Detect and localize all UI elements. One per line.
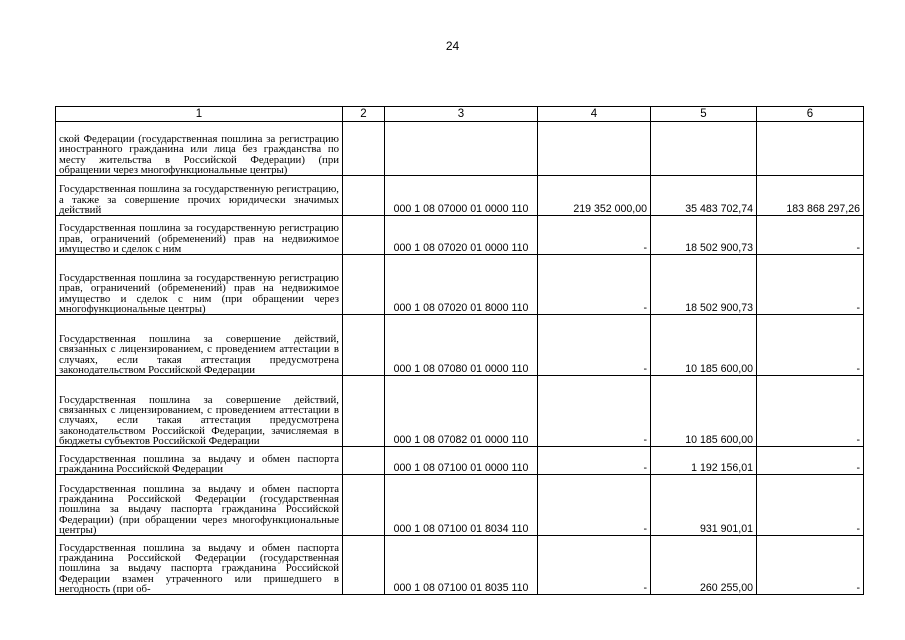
row-plan: - [538,255,651,315]
table-row [56,122,864,176]
row-col2 [343,475,385,536]
table-row [56,255,864,315]
row-code: 000 1 08 07000 01 0000 110 [385,176,538,216]
row-col2 [343,536,385,595]
row-remaining: - [757,447,864,475]
row-code: 000 1 08 07020 01 0000 110 [385,216,538,255]
row-remaining: - [757,536,864,595]
row-code: 000 1 08 07082 01 0000 110 [385,376,538,447]
table-row [56,216,864,255]
row-name: ской Федерации (государственная пошлина за регистрацию иностранного гражданина или лица без гражданства по месту жительства в Российской Федерации) (при обращении через многофункциональные центры) [56,122,343,176]
row-remaining: - [757,315,864,376]
row-fact [651,122,757,176]
row-name: Государственная пошлина за совершение действий, связанных с лицензированием, с проведением аттестации в случаях, если такая аттестация предусмотрена законодательством Российской Федерации [56,315,343,376]
row-plan: - [538,536,651,595]
row-code: 000 1 08 07100 01 8035 110 [385,536,538,595]
row-col2 [343,216,385,255]
table-header-row [56,107,864,122]
row-fact: 35 483 702,74 [651,176,757,216]
row-name: Государственная пошлина за совершение действий, связанных с лицензированием, с проведением аттестации в случаях, если такая аттестация предусмотрена законодательством Российской Федерации, зачисляемая в бюджеты субъектов Российской Федерации [56,376,343,447]
row-fact: 10 185 600,00 [651,315,757,376]
row-remaining: - [757,475,864,536]
page-number: 24 [445,39,460,53]
column-header-name: 1 [56,107,343,122]
row-remaining: - [757,255,864,315]
column-header-fact: 5 [651,107,757,122]
row-plan: - [538,315,651,376]
row-name: Государственная пошлина за выдачу и обмен паспорта гражданина Российской Федерации [56,447,343,475]
row-code: 000 1 08 07100 01 0000 110 [385,447,538,475]
row-plan: - [538,216,651,255]
row-plan: 219 352 000,00 [538,176,651,216]
table-row [56,447,864,475]
row-name: Государственная пошлина за государственную регистрацию прав, ограничений (обременений) прав на недвижимое имущество и сделок с ним [56,216,343,255]
row-remaining: - [757,376,864,447]
column-header-code: 3 [385,107,538,122]
table-row [56,376,864,447]
row-plan: - [538,376,651,447]
column-header-2: 2 [343,107,385,122]
row-fact: 18 502 900,73 [651,216,757,255]
row-remaining: - [757,216,864,255]
row-col2 [343,255,385,315]
row-name: Государственная пошлина за выдачу и обмен паспорта гражданина Российской Федерации (государственная пошлина за выдачу паспорта гражданина Российской Федерации взамен утраченного или пришедшего в негодность (при об- [56,536,343,595]
row-col2 [343,122,385,176]
row-fact: 10 185 600,00 [651,376,757,447]
row-plan: - [538,475,651,536]
row-code: 000 1 08 07080 01 0000 110 [385,315,538,376]
row-fact: 931 901,01 [651,475,757,536]
table-row [56,315,864,376]
row-remaining [757,122,864,176]
row-remaining: 183 868 297,26 [757,176,864,216]
row-plan [538,122,651,176]
row-name: Государственная пошлина за государственную регистрацию, а также за совершение прочих юридически значимых действий [56,176,343,216]
row-fact: 260 255,00 [651,536,757,595]
row-name: Государственная пошлина за государственную регистрацию прав, ограничений (обременений) прав на недвижимое имущество и сделок с ним (при обращении через многофункциональные центры) [56,255,343,315]
row-col2 [343,176,385,216]
table-row [56,475,864,536]
row-code: 000 1 08 07100 01 8034 110 [385,475,538,536]
column-header-plan: 4 [538,107,651,122]
row-name: Государственная пошлина за выдачу и обмен паспорта гражданина Российской Федерации (государственная пошлина за выдачу паспорта гражданина Российской Федерации) (при обращении через многофункциональные центры) [56,475,343,536]
row-code [385,122,538,176]
table-row [56,176,864,216]
row-col2 [343,447,385,475]
column-header-remaining: 6 [757,107,864,122]
revenue-table [55,106,864,595]
row-fact: 1 192 156,01 [651,447,757,475]
row-fact: 18 502 900,73 [651,255,757,315]
row-col2 [343,376,385,447]
row-col2 [343,315,385,376]
table-row [56,536,864,595]
row-plan: - [538,447,651,475]
row-code: 000 1 08 07020 01 8000 110 [385,255,538,315]
